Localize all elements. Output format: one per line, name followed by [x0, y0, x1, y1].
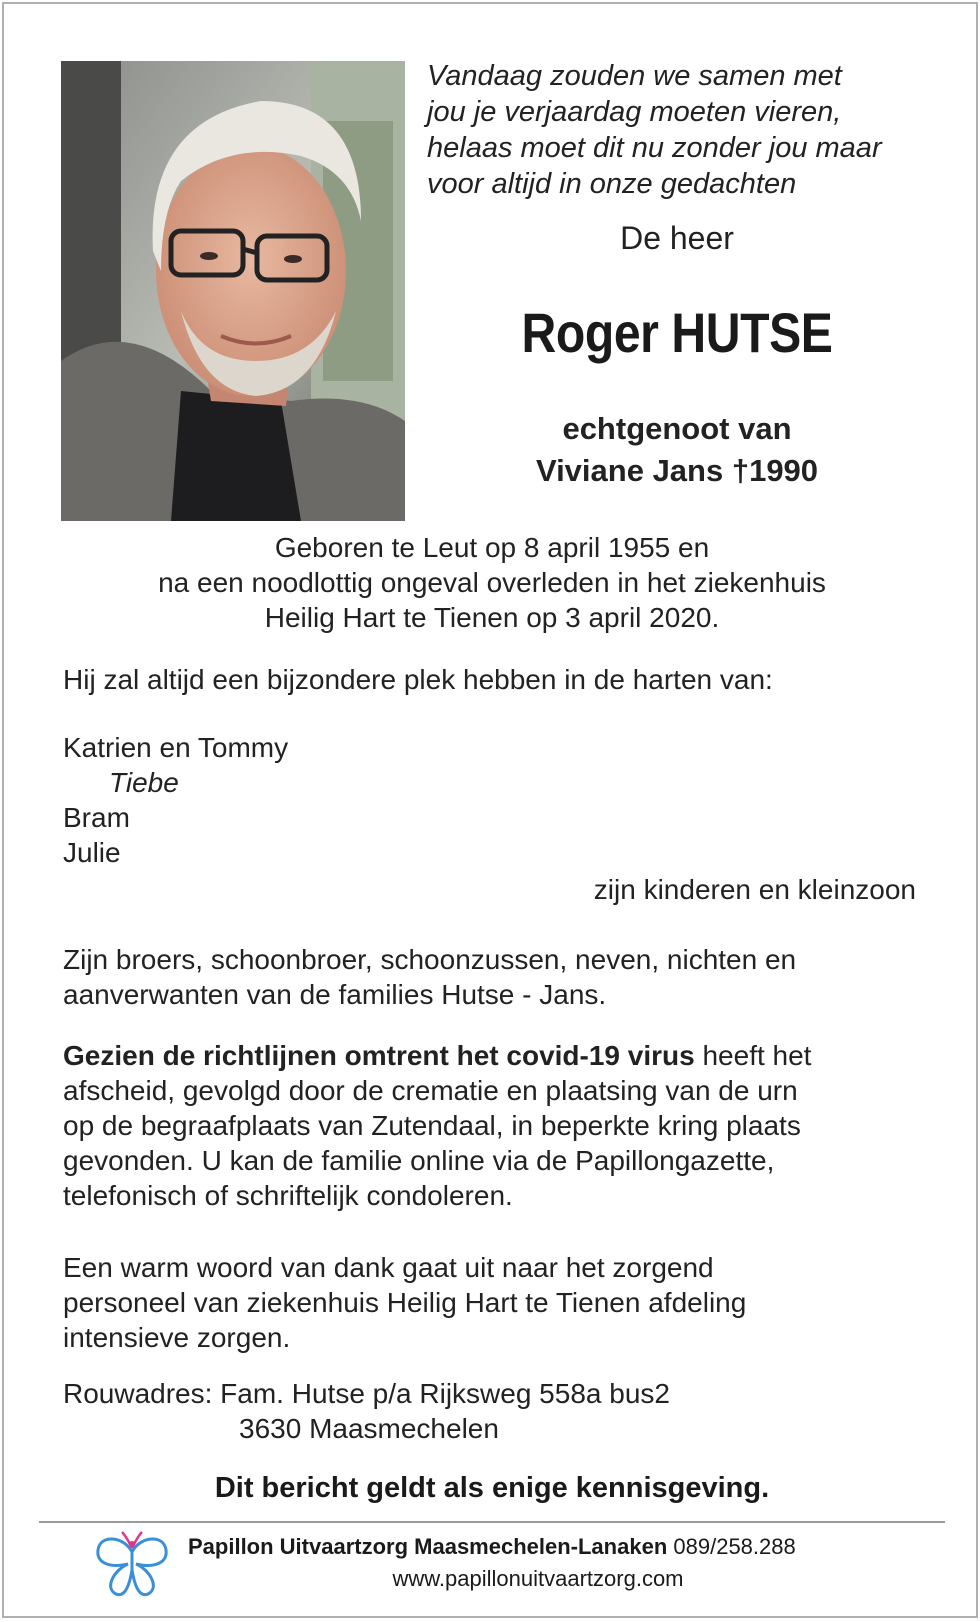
funeral-home-website[interactable]: www.papillonuitvaartzorg.com [392, 1566, 684, 1591]
relatives-line: Zijn broers, schoonbroer, schoonzussen, neven, nichten en [63, 944, 797, 975]
funeral-home-phone: 089/258.288 [673, 1534, 796, 1559]
closing-statement: Dit bericht geldt als enige kennisgeving. [214, 1472, 770, 1504]
spouse-relation: echtgenoot van [562, 411, 792, 446]
grandchild: Tiebe [109, 767, 179, 798]
deceased-name: Roger HUTSE [521, 301, 833, 364]
spouse-name: Viviane Jans †1990 [535, 453, 819, 488]
family-list [63, 730, 943, 870]
funeral-home-name: Papillon Uitvaartzorg Maasmechelen-Lanaken [188, 1534, 668, 1559]
covid-line: op de begraafplaats van Zutendaal, in beperkte kring plaats [63, 1110, 801, 1141]
thanks-line: Een warm woord van dank gaat uit naar het zorgend [63, 1252, 714, 1283]
thanks-line: personeel van ziekenhuis Heilig Hart te Tienen afdeling [63, 1287, 747, 1318]
mourning-address [63, 1376, 943, 1446]
covid-rest: heeft het [694, 1040, 812, 1071]
thanks-note [63, 1250, 943, 1355]
family-label: zijn kinderen en kleinzoon [593, 874, 916, 905]
verse-line: jou je verjaardag moeten vieren, [427, 96, 842, 128]
family-member: Bram [63, 802, 130, 833]
covid-notice [63, 1038, 943, 1213]
obituary-card [2, 2, 978, 1618]
verse-line: helaas moet dit nu zonder jou maar [427, 132, 882, 164]
relatives [63, 942, 943, 1012]
life-line: Geboren te Leut op 8 april 1955 en [274, 532, 710, 563]
family-member: Julie [63, 837, 121, 868]
spouse-block [427, 408, 927, 492]
life-details [44, 530, 940, 635]
life-line: Heilig Hart te Tienen op 3 april 2020. [264, 602, 720, 633]
address-line: Rouwadres: Fam. Hutse p/a Rijksweg 558a bus2 [63, 1378, 670, 1409]
butterfly-logo-icon [94, 1530, 170, 1600]
covid-line: afscheid, gevolgd door de crematie en plaatsing van de urn [63, 1075, 798, 1106]
life-line: na een noodlottig ongeval overleden in het ziekenhuis [158, 567, 826, 598]
covid-line: gevonden. U kan de familie online via de Papillongazette, [63, 1145, 775, 1176]
portrait-photo [61, 61, 405, 521]
funeral-home [188, 1534, 796, 1560]
family-member: Katrien en Tommy [63, 732, 289, 763]
covid-first-line [63, 1038, 943, 1073]
footer-divider [39, 1521, 945, 1523]
verse-line: voor altijd in onze gedachten [427, 168, 797, 200]
family-intro: Hij zal altijd een bijzondere plek hebben in de harten van: [63, 664, 773, 695]
covid-line: telefonisch of schriftelijk condoleren. [63, 1180, 513, 1211]
honorific: De heer [620, 220, 734, 256]
memorial-verse [427, 58, 947, 202]
address-city: 3630 Maasmechelen [239, 1413, 499, 1444]
relatives-line: aanverwanten van de families Hutse - Jans. [63, 979, 607, 1010]
thanks-line: intensieve zorgen. [63, 1322, 291, 1353]
verse-line: Vandaag zouden we samen met [427, 60, 842, 92]
covid-bold: Gezien de richtlijnen omtrent het covid-19 virus [63, 1040, 695, 1071]
